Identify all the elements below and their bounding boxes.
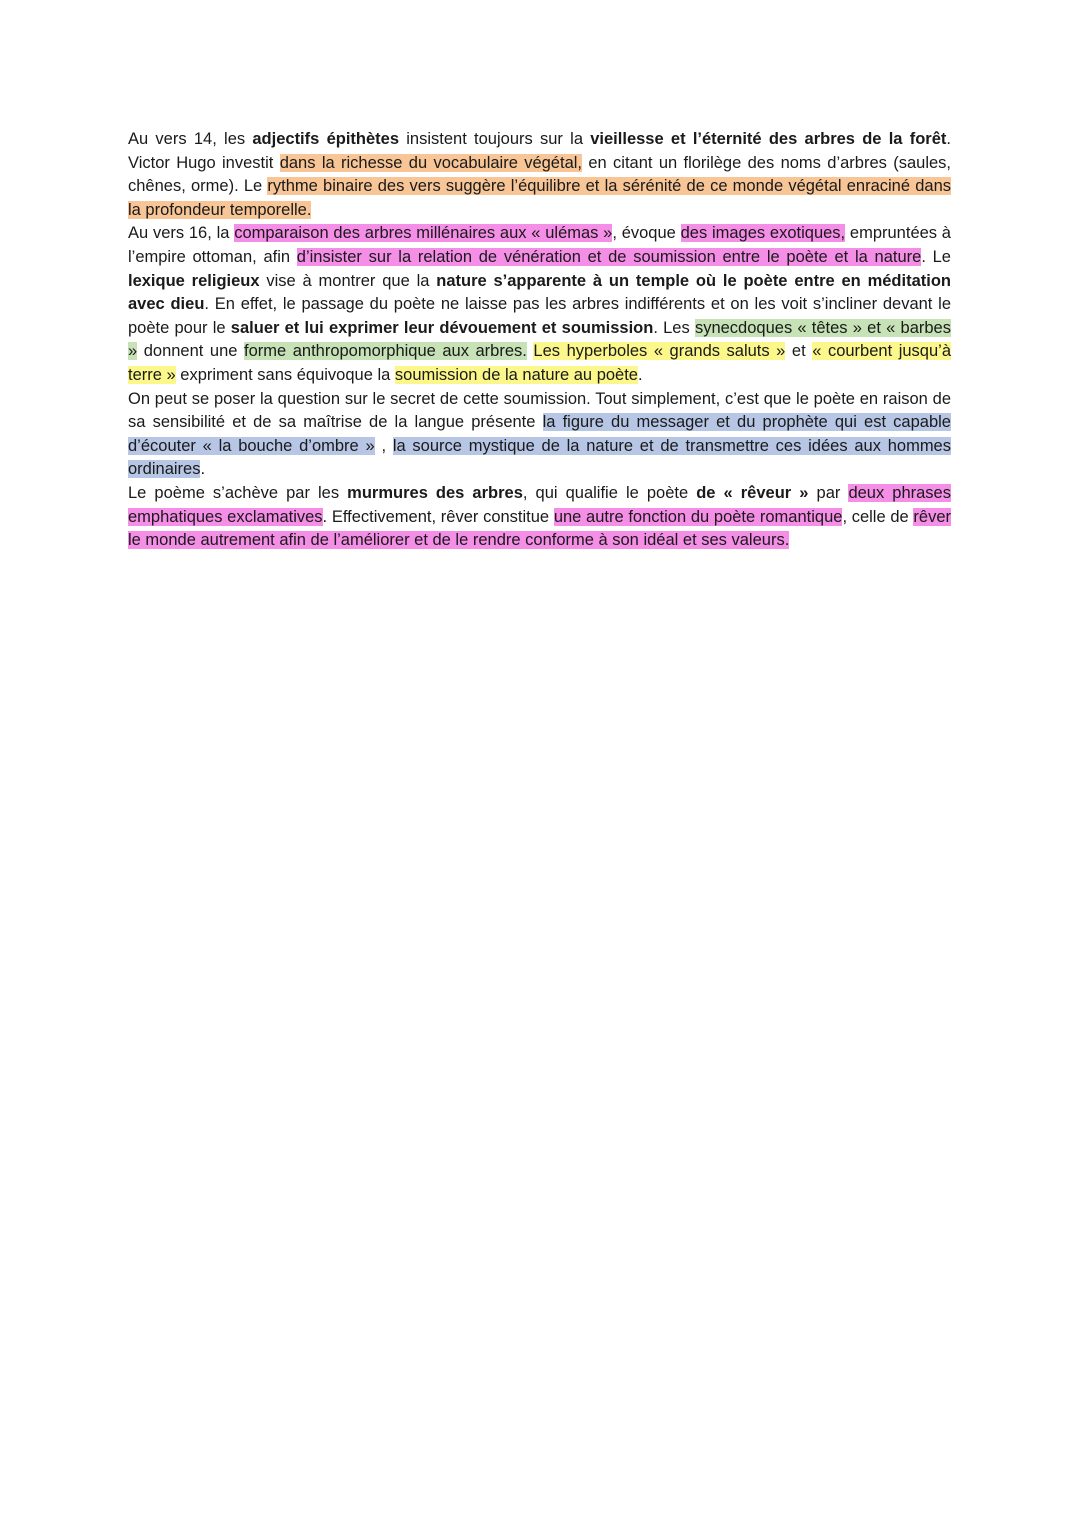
text-run: empruntées à l’empire ottoman, afin xyxy=(128,224,951,266)
text-run: . xyxy=(200,460,206,479)
text-run: insistent toujours sur la xyxy=(399,130,591,148)
highlight-orange: rythme binaire des vers suggère l’équilibre et la sérénité de ce monde végétal enraciné dans la profondeur temporelle. xyxy=(128,177,951,219)
text-run: vise à montrer que la xyxy=(259,271,437,290)
text-run: . Les xyxy=(653,318,695,337)
bold-term: murmures des arbres xyxy=(347,483,523,502)
text-run: et xyxy=(785,342,813,361)
bold-term: saluer et lui exprimer leur dévouement et soumission xyxy=(230,318,654,337)
highlight-pink: des images exotiques, xyxy=(680,224,846,243)
text-run: . xyxy=(637,365,643,384)
paragraph-conclusion xyxy=(128,482,951,553)
highlight-green: synecdoques « têtes » et « barbes » xyxy=(128,318,951,361)
bold-term: lexique religieux xyxy=(128,271,260,290)
text-run: expriment sans équivoque la xyxy=(175,365,395,384)
highlight-pink: rêver le monde autrement afin de l’améliorer et de le rendre conforme à son idéal et ses valeurs. xyxy=(128,507,951,550)
highlight-yellow: soumission de la nature au poète xyxy=(394,365,638,384)
text-run: en citant un florilège des noms d’arbres (saules, chênes, orme). Le xyxy=(128,153,951,196)
bold-term: de « rêveur » xyxy=(696,483,809,502)
highlight-yellow: « courbent jusqu’à terre » xyxy=(128,342,951,384)
highlight-blue: la source mystique de la nature et de transmettre ces idées aux hommes ordinaires xyxy=(128,436,951,479)
highlight-pink: une autre fonction du poète romantique xyxy=(553,507,843,526)
paragraph-vers-14 xyxy=(128,128,951,222)
bold-term: adjectifs épithètes xyxy=(252,130,400,148)
text-run: Le poème s’achève par les xyxy=(128,483,348,502)
highlight-yellow: Les hyperboles « grands saluts » xyxy=(533,342,786,361)
highlight-green: forme anthropomorphique aux arbres. xyxy=(244,342,527,361)
text-run: , évoque xyxy=(612,224,681,243)
text-run: . Victor Hugo investit xyxy=(128,130,951,172)
text-run: . Le xyxy=(921,247,951,266)
text-run: . Effectivement, rêver constitue xyxy=(322,507,554,526)
paragraph-soumission xyxy=(128,388,951,482)
highlight-pink: comparaison des arbres millénaires aux « ulémas » xyxy=(234,224,613,243)
bold-term: nature s’apparente à un temple où le poète entre en méditation avec dieu xyxy=(128,271,951,314)
text-run: On peut se poser la question sur le secret de cette soumission. Tout simplement, c’est que le poète en raison de sa sensibilité et de sa maîtrise de la langue présente xyxy=(128,389,951,432)
text-run: , xyxy=(374,436,393,455)
document-body xyxy=(128,128,951,553)
text-run: Au vers 14, les xyxy=(128,130,253,148)
text-run: , qui qualifie le poète xyxy=(522,483,697,502)
text-run: . En effet, le passage du poète ne laisse pas les arbres indifférents et on les voit s’incliner devant le poète pour le xyxy=(128,295,951,337)
text-run: , celle de xyxy=(842,507,914,526)
highlight-blue: la figure du messager et du prophète qui est capable d’écouter « la bouche d’ombre » xyxy=(128,413,951,455)
highlight-pink: deux phrases emphatiques exclamatives xyxy=(128,483,951,526)
text-run: Au vers 16, la xyxy=(128,224,235,243)
highlight-pink: d’insister sur la relation de vénération et de soumission entre le poète et la nature xyxy=(296,247,922,266)
text-run: par xyxy=(808,483,849,502)
text-run: donnent une xyxy=(137,342,244,361)
highlight-orange: dans la richesse du vocabulaire végétal, xyxy=(279,153,582,172)
paragraph-vers-16 xyxy=(128,222,951,387)
bold-term: vieillesse et l’éternité des arbres de la forêt xyxy=(590,130,947,148)
